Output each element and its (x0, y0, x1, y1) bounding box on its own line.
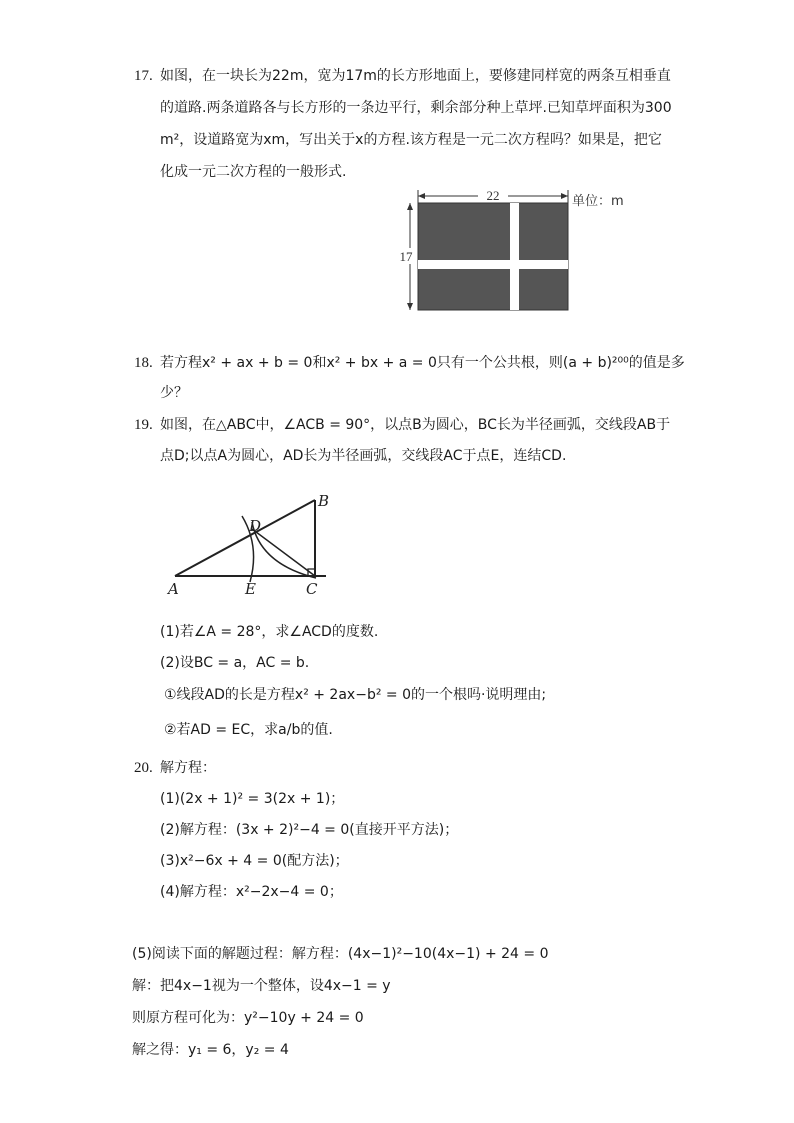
question-text-line: 点D;以点A为圆心，AD长为半径画弧，交线段AC于点E，连结CD. (160, 448, 567, 464)
arrow-down-icon (407, 303, 413, 310)
question-text-line: 如图，在一块长为22m，宽为17m的长方形地面上，要修建同样宽的两条互相垂直 (160, 68, 671, 84)
width-label: 22 (486, 188, 500, 203)
sub-question-1: (1)若∠A = 28°，求∠ACD的度数. (160, 624, 379, 640)
lawn-road-figure (392, 186, 642, 316)
height-label: 17 (399, 249, 413, 264)
question-text-line: 若方程x² + ax + b = 0和x² + bx + a = 0只有一个公共根，则(a + b)²⁰⁰的值是多 (160, 355, 685, 371)
question-text-line: m²，设道路宽为xm，写出关于x的方程.该方程是一元二次方程吗？如果是，把它 (160, 132, 662, 148)
segment-cd (252, 529, 315, 576)
sub-question-2-ii: ②若AD = EC，求a/b的值. (164, 722, 333, 738)
equation-1: (1)(2x + 1)² = 3(2x + 1)； (160, 791, 345, 807)
label-b: B (318, 492, 330, 510)
label-d: D (249, 517, 262, 535)
equation-2: (2)解方程：(3x + 2)²−4 = 0(直接开平方法)； (160, 822, 459, 838)
question-text-line: 的道路.两条道路各与长方形的一条边平行，剩余部分种上草坪.已知草坪面积为300 (160, 100, 672, 116)
horizontal-road (418, 260, 568, 269)
equation-4: (4)解方程：x²−2x−4 = 0； (160, 884, 343, 900)
label-a: A (168, 580, 179, 598)
reading-line: (5)阅读下面的解题过程：解方程：(4x−1)²−10(4x−1) + 24 = 0 (132, 946, 549, 962)
question-number: 18. (134, 355, 153, 371)
sub-question-2: (2)设BC = a，AC = b. (160, 655, 310, 671)
question-title: 解方程： (160, 760, 216, 776)
question-text-line: 少？ (160, 385, 188, 401)
segment-ab (175, 500, 315, 576)
question-number: 17. (134, 68, 153, 84)
arrow-up-icon (407, 203, 413, 210)
equation-3: (3)x²−6x + 4 = 0(配方法)； (160, 853, 349, 869)
unit-label: 单位：m (572, 194, 624, 209)
question-text-line: 化成一元二次方程的一般形式. (160, 164, 347, 180)
question-number: 19. (134, 417, 153, 433)
arrow-left-icon (418, 193, 425, 199)
reading-line: 解：把4x−1视为一个整体，设4x−1 = y (132, 978, 391, 994)
reading-line: 则原方程可化为：y²−10y + 24 = 0 (132, 1010, 364, 1026)
label-e: E (245, 580, 256, 598)
question-text-line: 如图，在△ABC中，∠ACB = 90°，以点B为圆心，BC长为半径画弧，交线段AB于 (160, 417, 671, 433)
lawn-rectangle (418, 203, 568, 310)
sub-question-2-i: ①线段AD的长是方程x² + 2ax−b² = 0的一个根吗·说明理由; (164, 687, 547, 703)
arrow-right-icon (561, 193, 568, 199)
vertical-road (510, 203, 519, 310)
triangle-figure (160, 486, 340, 598)
question-number: 20. (134, 760, 153, 776)
reading-line: 解之得：y₁ = 6，y₂ = 4 (132, 1042, 289, 1058)
label-c: C (306, 580, 318, 598)
